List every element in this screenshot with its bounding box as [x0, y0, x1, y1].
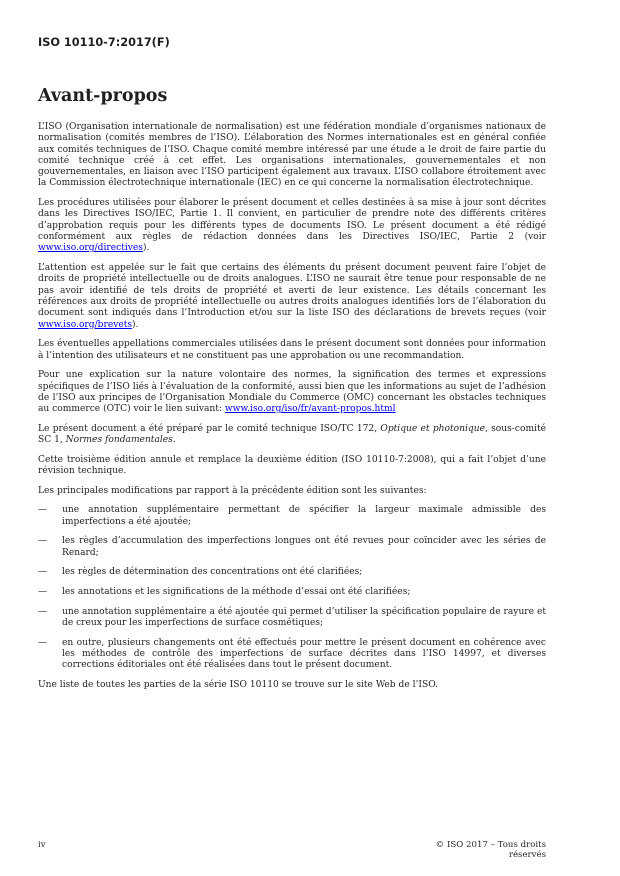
changes-list [38, 505, 546, 671]
paragraph-committee-end: . [172, 435, 176, 446]
paragraph-patents-text: L’attention est appelée sur le fait que certains des éléments du présent document peuvent faire l’objet de droits de propriété intellectuelle ou de droits analogues. L’ISO ne saurait être tenue pour responsable de ne pas avoir identifié de tels droits de propriété et averti de leur existence. Les détails concernant les références aux droits de propriété intellectuelle ou autres droits analogues identifiés lors de l’élaboration du document sont indiqués dans l’Introduction et/ou sur la liste ISO des déclarations de brevets reçues (voir [38, 263, 546, 319]
list-dash: — [38, 637, 48, 648]
paragraph-series-list: Une liste de toutes les parties de la série ISO 10110 se trouve sur le site Web de l’ISO. [38, 680, 439, 691]
paragraph-procedures [38, 198, 546, 254]
foreword-body [38, 122, 546, 700]
paragraph-patents [38, 263, 546, 331]
foreword-link[interactable]: www.iso.org/iso/fr/avant-propos.html [224, 404, 396, 415]
directives-link[interactable]: www.iso.org/directives [38, 243, 143, 254]
committee-name-italic: Optique et photonique [380, 423, 485, 434]
list-item-text: une annotation supplémentaire permettant de spécifier la largeur maximale admissible des imperfections a été ajoutée; [62, 505, 546, 527]
paragraph-committee-mid: , sous-comité SC 1, [38, 423, 547, 446]
list-item [38, 505, 546, 528]
page-title: Avant-propos [38, 86, 168, 106]
list-item [38, 638, 546, 672]
paragraph-edition: Cette troisième édition annule et remplace la deuxième édition (ISO 10110-7:2008), qui a fait l’objet d’une révision technique. [38, 454, 546, 477]
list-item-text: les règles d’accumulation des imperfections longues ont été revues pour coïncider avec les séries de Renard; [62, 536, 546, 558]
list-item-text: une annotation supplémentaire a été ajoutée qui permet d’utiliser la spécification populaire de rayure et de creux pour les imperfections de surface cosmétiques; [62, 606, 546, 629]
paragraph-committee [38, 424, 546, 447]
list-dash: — [38, 505, 48, 516]
paragraph-voluntary-text: Pour une explication sur la nature volontaire des normes, la signification des termes et expressions spécifiques de l’ISO liés à l’évaluation de la conformité, aussi bien que les informations au sujet de l’adhésion de l’ISO aux principes de l’Organisation Mondiale du Commerce (OMC) concernant les obstacles techniques au commerce (OTC) voir le lien suivant: [38, 370, 546, 415]
list-item [38, 567, 546, 578]
paragraph-iso-intro: L’ISO (Organisation internationale de normalisation) est une fédération mondiale d’organismes nationaux de normalisation (comités membres de l’ISO). L’élaboration des Normes internationales est en général confiée aux comités techniques de l’ISO. Chaque comité membre intéressé par une étude a le droit de faire partie du comité technique créé à cet effet. Les organisations internationales, gouvernementales et non gouvernementales, en liaison avec l’ISO participent également aux travaux. L’ISO collabore étroitement avec la Commission électrotechnique internationale (IEC) en ce qui concerne la normalisation électrotechnique. [38, 122, 546, 189]
list-item-text: les annotations et les significations de la méthode d’essai ont été clarifiées; [62, 587, 411, 598]
list-item [38, 587, 546, 598]
document-id-header: ISO 10110-7:2017(F) [38, 36, 170, 49]
list-item-text: en outre, plusieurs changements ont été effectués pour mettre le présent document en cohérence avec les méthodes de contrôle des imperfections de surface décrites dans l’ISO 14997, et diverses corrections éditoriales ont été réalisées dans tout le présent document. [62, 637, 546, 671]
paragraph-trade-names: Les éventuelles appellations commerciales utilisées dans le présent document sont données pour information à l’intention des utilisateurs et ne constituent pas une approbation ou une recommandation. [38, 339, 546, 361]
paragraph-procedures-text: Les procédures utilisées pour élaborer le présent document et celles destinées à sa mise à jour sont décrites dans les Directives ISO/IEC, Partie 1. Il convient, en particulier de prendre note des différents critères d’approbation requis pour les différents types de documents ISO. Le présent document a été rédigé conformément aux règles de rédaction données dans les Directives ISO/IEC, Partie 2 (voir [38, 198, 546, 243]
paragraph-changes-intro: Les principales modifications par rapport à la précédente édition sont les suivantes: [38, 485, 427, 496]
list-dash: — [38, 587, 48, 598]
paragraph-patents-end: ). [132, 319, 139, 330]
list-item [38, 536, 546, 559]
list-item-text: les règles de détermination des concentrations ont été clarifiées; [62, 567, 363, 578]
list-dash: — [38, 567, 48, 578]
paragraph-committee-text: Le présent document a été préparé par le comité technique ISO/TC 172, [38, 423, 381, 434]
list-dash: — [38, 536, 48, 547]
page-number: iv [38, 840, 46, 850]
subcommittee-name-italic: Normes fondamentales [65, 435, 173, 446]
list-item [38, 607, 546, 630]
list-dash: — [38, 606, 48, 617]
copyright-notice: © ISO 2017 – Tous droits réservés [435, 840, 546, 860]
patents-link[interactable]: www.iso.org/brevets [38, 319, 133, 330]
paragraph-procedures-end: ). [142, 243, 150, 254]
paragraph-voluntary-nature [38, 370, 546, 415]
